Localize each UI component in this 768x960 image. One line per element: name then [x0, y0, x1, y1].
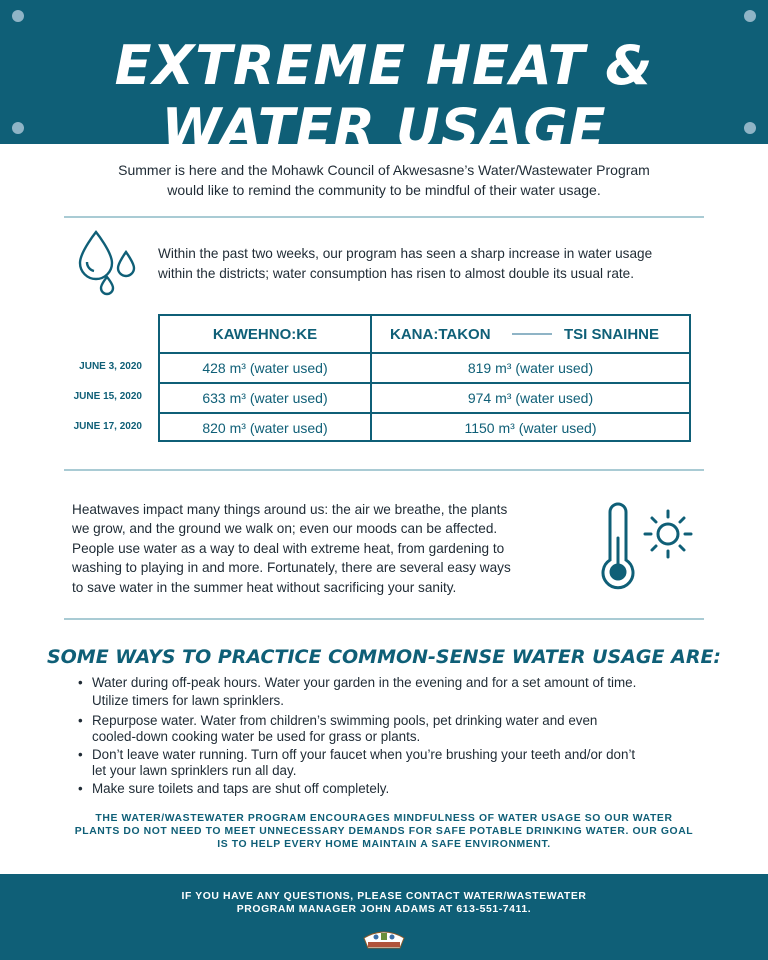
cell-kawehnoke-row-3: 820 m³ (water used) — [202, 420, 328, 436]
intro-line-1: Summer is here and the Mohawk Council of Akwesasne’s Water/Wastewater Program — [118, 162, 650, 178]
closing-line-2: PLANTS DO NOT NEED TO MEET UNNECESSARY DEMANDS FOR SAFE POTABLE DRINKING WATER. OUR GOAL — [74, 826, 694, 837]
cell-kanatakon-row-2: 974 m³ (water used) — [467, 390, 594, 406]
list-item — [78, 713, 708, 744]
tip-2-line-2: cooled-down cooking water be used for grass or plants. — [92, 728, 421, 744]
contact-info — [0, 890, 768, 916]
header-kanatakon: KANA:TAKON — [390, 326, 491, 343]
heat-line-5: to save water in the summer heat without sacrificing your sanity. — [72, 579, 457, 595]
contact-line-1: IF YOU HAVE ANY QUESTIONS, PLEASE CONTACT WATER/WASTEWATER — [181, 891, 587, 902]
tip-3-line-1: • Don’t leave water running. Turn off your faucet when you’re brushing your teeth and/or don’t — [92, 747, 636, 762]
header-kawehnoke: KAWEHNO:KE — [212, 326, 318, 343]
usage-note-line-2: within the districts; water consumption has risen to almost double its usual rate. — [158, 266, 635, 281]
thermometer-icon — [603, 504, 633, 588]
divider-3 — [64, 618, 704, 620]
list-item — [78, 674, 708, 710]
divider-2 — [64, 469, 704, 471]
rivet-top-left — [12, 10, 24, 22]
usage-note-line-1: Within the past two weeks, our program has seen a sharp increase in water usage — [158, 246, 653, 261]
tip-1-line-1: • Water during off-peak hours. Water your garden in the evening and for a set amount of time. — [92, 675, 637, 690]
header-dash — [512, 333, 552, 335]
heatwave-paragraph — [72, 500, 562, 597]
closing-line-1: THE WATER/WASTEWATER PROGRAM ENCOURAGES MINDFULNESS OF WATER USAGE SO OUR WATER — [95, 813, 673, 824]
header-tsisnaihne: TSI SNAIHNE — [564, 326, 660, 343]
heat-line-3: People use water as a way to deal with extreme heat, from gardening to — [72, 540, 505, 556]
closing-line-3: IS TO HELP EVERY HOME MAINTAIN A SAFE ENVIRONMENT. — [217, 839, 551, 850]
row-date-1: JUNE 3, 2020 — [79, 361, 142, 372]
row-date-3: JUNE 17, 2020 — [73, 421, 142, 432]
tip-1-line-2: Utilize timers for lawn sprinklers. — [92, 693, 284, 708]
list-item — [78, 781, 708, 797]
water-usage-table — [158, 314, 691, 442]
cell-kawehnoke-row-2: 633 m³ (water used) — [202, 390, 328, 406]
tip-4-line-1: • Make sure toilets and taps are shut off completely. — [92, 781, 390, 796]
footer-banner — [0, 874, 768, 960]
header-banner — [0, 0, 768, 160]
divider-1 — [64, 216, 704, 218]
closing-statement — [48, 812, 720, 851]
row-date-2: JUNE 15, 2020 — [73, 391, 142, 402]
list-item — [78, 747, 708, 778]
water-tips-list — [78, 674, 708, 800]
cell-kanatakon-row-1: 819 m³ (water used) — [467, 360, 594, 376]
heat-line-1: Heatwaves impact many things around us: the air we breathe, the plants — [72, 502, 508, 517]
rivet-top-right — [744, 10, 756, 22]
council-seal-logo — [360, 928, 408, 950]
thermometer-sun-icon — [596, 498, 696, 590]
ways-heading: SOME WAYS TO PRACTICE COMMON-SENSE WATER USAGE ARE: — [46, 646, 722, 668]
cell-kanatakon-row-3: 1150 m³ (water used) — [464, 420, 597, 436]
heat-line-4: washing to playing in and more. Fortunately, there are several easy ways — [72, 560, 511, 576]
contact-line-2: PROGRAM MANAGER JOHN ADAMS AT 613-551-7411. — [236, 904, 532, 915]
page-title: EXTREME HEAT & WATER USAGE — [114, 34, 654, 160]
intro-text — [84, 160, 684, 200]
water-drops-icon — [74, 228, 138, 298]
intro-line-2: would like to remind the community to be mindful of their water usage. — [167, 182, 601, 198]
cell-kawehnoke-row-1: 428 m³ (water used) — [202, 360, 328, 376]
sun-icon — [645, 511, 691, 557]
heat-line-2: we grow, and the ground we walk on; even our moods can be affected. — [72, 521, 498, 537]
tip-3-line-2: let your lawn sprinklers run all day. — [92, 762, 297, 778]
tip-2-line-1: • Repurpose water. Water from children’s swimming pools, pet drinking water and even — [92, 713, 598, 728]
usage-note — [158, 244, 698, 284]
